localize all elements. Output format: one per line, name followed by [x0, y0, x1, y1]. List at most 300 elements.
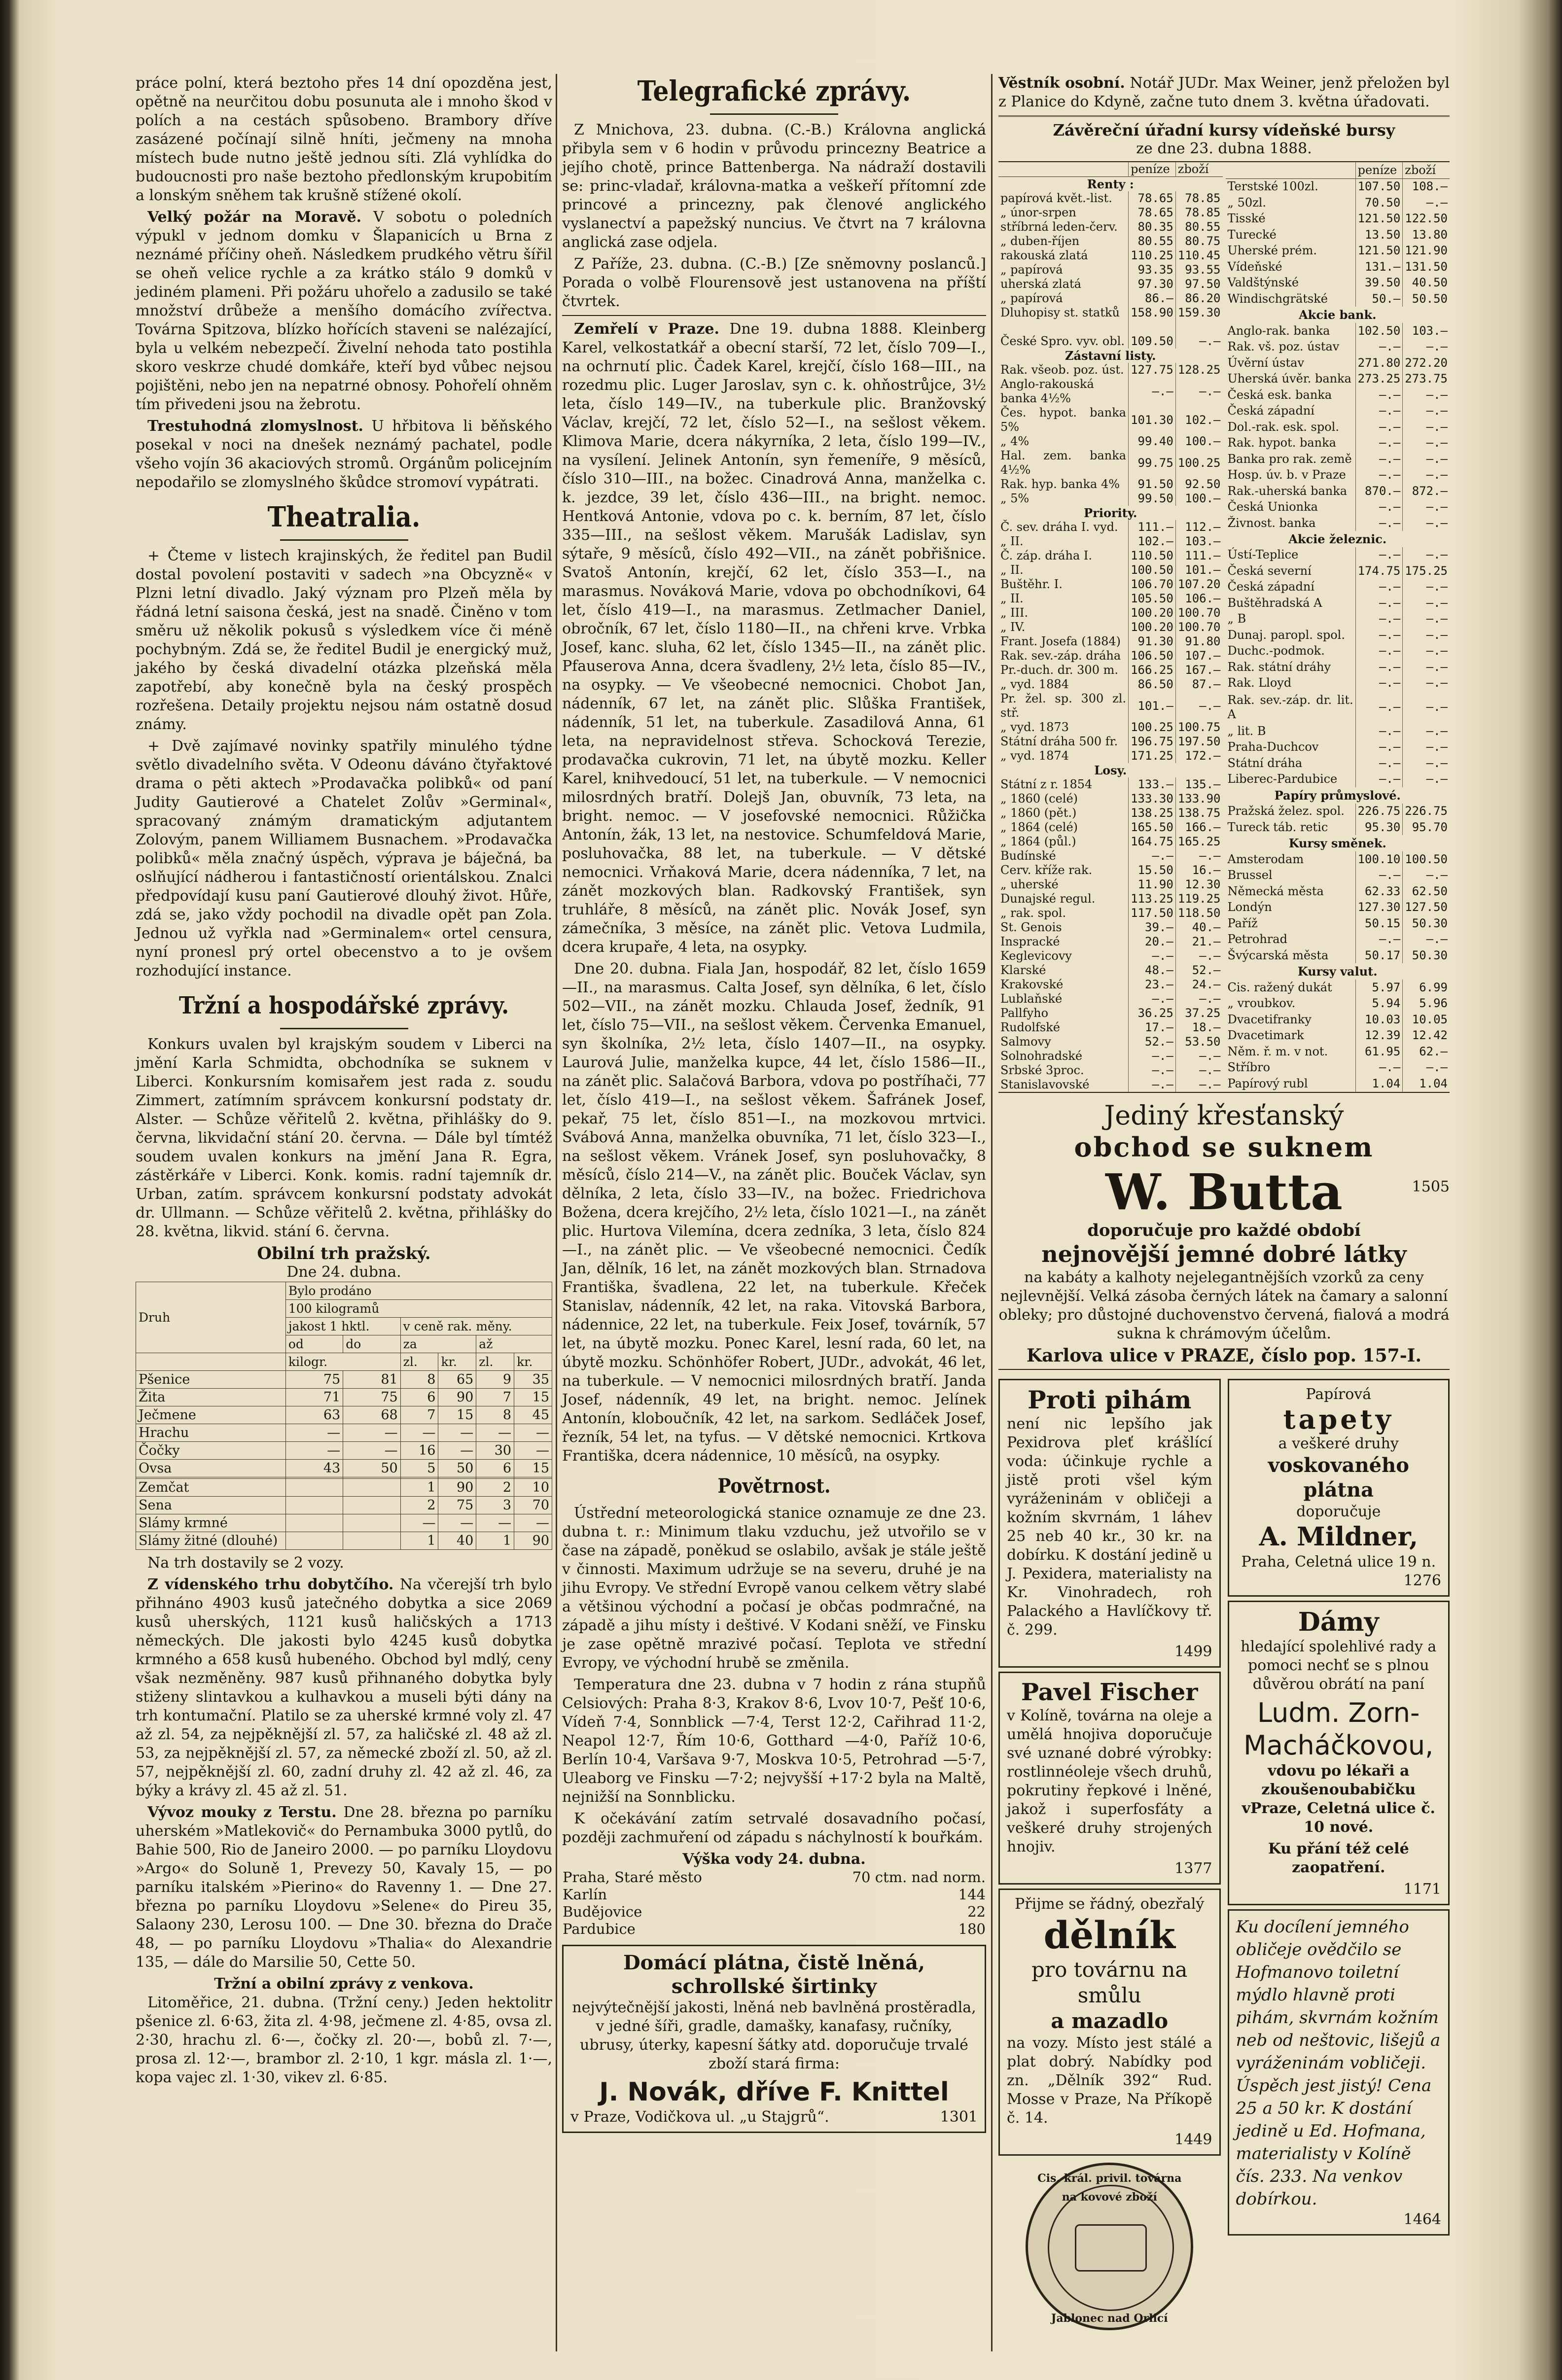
grain-date: Dne 24. dubna. [286, 1263, 401, 1281]
exchange-penize: 102.— [1129, 534, 1176, 549]
exchange-penize: 117.50 [1129, 906, 1176, 920]
exchange-penize: 127.30 [1355, 899, 1403, 915]
water-place: Praha, Staré město [563, 1869, 702, 1886]
table-row [998, 663, 1223, 677]
exchange-penize: 165.50 [1129, 820, 1176, 835]
exchange-penize: 5.97 [1355, 980, 1403, 995]
exchange-penize: 99.50 [1129, 491, 1176, 506]
exchange-label: „ 1864 (celé) [1000, 820, 1078, 834]
butta-line1: Jediný křesťanský [1104, 1100, 1344, 1131]
exchange-label: Tureck táb. retic [1227, 820, 1328, 834]
table-row [998, 234, 1223, 248]
fire-text: V sobotu o poledních výpukl v jednom domku v Šlapanicích u Brna z neznámé příčiny oheň. Následkem prudkého větru šířil se oheň velice rychle a za krátko stálo 9 domků v jediném plameni. Při požáru uhořelo a zadusilo se také množství drůbeže a menšího domácího zvířectva. Továrna Spitzova, blízko hořících staveni se nalézající, byla u velkém nebezpečí. Živelní nehoda tato postihla skoro veskrze chudé domkáře, kteří byd vůbec nejsou pojištěni, nebo jen na nepatrné obnosy. Pohořelí ohněm tím přivedeni jsou na žebrotu. [136, 209, 552, 413]
exchange-label: „ 4% [1000, 434, 1030, 448]
exchange-zbozi: 100.— [1175, 434, 1222, 449]
exchange-label: Budínské [1000, 849, 1056, 863]
exchange-penize: 99.40 [1129, 434, 1176, 449]
water-level: 70 ctm. nad norm. [852, 1869, 986, 1886]
exchange-label: Rak. všeob. poz. úst. [1000, 363, 1124, 377]
table-row [1226, 483, 1450, 499]
exchange-label: Rak. hypot. banka [1227, 436, 1336, 450]
exchange-zbozi: 103.— [1175, 534, 1222, 549]
table-cell: 81 [343, 1371, 400, 1389]
exchange-penize: 101.30 [1129, 406, 1176, 434]
exchange-zbozi: —.— [1403, 195, 1450, 210]
telegraph-heading: Telegrafické zprávy. [637, 75, 911, 107]
table-row [1226, 819, 1450, 835]
table-cell: 6 [476, 1460, 514, 1477]
exchange-penize: 86.50 [1129, 677, 1176, 692]
exchange-label: Papíry průmyslové. [1274, 788, 1401, 803]
table-cell-label: Hrachu [136, 1424, 286, 1442]
mildner-advert [1228, 1379, 1450, 1597]
exchange-zbozi: 12.42 [1403, 1027, 1450, 1043]
table-row [1226, 195, 1450, 210]
table-cell: 15 [438, 1406, 476, 1424]
exchange-penize: 100.25 [1129, 720, 1176, 735]
column-left [136, 74, 552, 2090]
table-row [998, 720, 1223, 735]
table-row [998, 406, 1223, 434]
table-row [998, 491, 1223, 506]
table-row [998, 677, 1223, 692]
exchange-penize: 11.90 [1129, 877, 1176, 892]
market-heading: Tržní a hospodářské zprávy. [178, 992, 509, 1019]
table-row [1226, 1012, 1450, 1027]
exchange-zbozi: 121.90 [1403, 243, 1450, 259]
exchange-label: České Spro. vyv. obl. [1000, 334, 1125, 348]
exchange-penize: 106.50 [1129, 649, 1176, 663]
table-row [998, 177, 1223, 192]
exchange-penize: —.— [1129, 1078, 1176, 1092]
table-row [1226, 1027, 1450, 1043]
table-cell: 75 [285, 1371, 343, 1389]
table-row [998, 1035, 1223, 1049]
exchange-title: Závěreční úřadní kursy vídeňské bursy [1053, 121, 1395, 140]
exchange-penize: 50.17 [1355, 947, 1403, 963]
exchange-label: Papírový rubl [1227, 1076, 1308, 1090]
table-cell: — [514, 1442, 552, 1460]
exchange-penize: 870.— [1355, 483, 1403, 499]
exchange-penize: —.— [1355, 611, 1403, 627]
exchange-zbozi: 13.80 [1403, 227, 1450, 243]
exchange-label: Švýcarská města [1227, 948, 1329, 962]
exchange-zbozi: 110.45 [1175, 248, 1222, 263]
exchange-label: uherská zlatá [1000, 277, 1081, 291]
exchange-penize: 80.55 [1129, 234, 1176, 248]
exchange-zbozi: 159.30 [1175, 306, 1222, 320]
exchange-zbozi: 118.50 [1175, 906, 1222, 920]
table-cell: 1 [400, 1532, 438, 1550]
exchange-zbozi: 10.05 [1403, 1012, 1450, 1027]
damy-text-3: Ku přání též celé zaopatření. [1268, 1840, 1409, 1876]
exchange-zbozi: —.— [1175, 1049, 1222, 1063]
exchange-penize: —.— [1355, 1059, 1403, 1075]
exchange-label: Rak. vš. poz. ústav [1227, 340, 1340, 354]
exchange-penize: —.— [1355, 515, 1403, 531]
exchange-label: Cerv. kříže rak. [1000, 863, 1093, 877]
table-row [998, 534, 1223, 549]
butta-advert [998, 1100, 1450, 1370]
exchange-penize: 106.70 [1129, 577, 1176, 592]
table-row [998, 935, 1223, 949]
exchange-label: Amsterodam [1227, 852, 1304, 866]
exchange-penize: —.— [1355, 499, 1403, 515]
exchange-penize: 10.03 [1355, 1012, 1403, 1027]
factory-stamp [1026, 2163, 1193, 2330]
table-cell-label: Ječmene [136, 1406, 286, 1424]
novak-address: v Praze, Vodičkova ul. „u Stajgrů“. [570, 2108, 829, 2126]
exchange-penize: 62.33 [1355, 883, 1403, 899]
mildner-line1: Papírová [1306, 1386, 1372, 1403]
table-row [1226, 563, 1450, 579]
mildner-line5: doporučuje [1296, 1503, 1381, 1520]
exchange-label: Dluhopisy st. statků [1000, 306, 1120, 319]
mildner-line4: voskovaného plátna [1268, 1454, 1409, 1502]
exchange-zbozi: 37.25 [1175, 1006, 1222, 1020]
table-cell: 15 [514, 1460, 552, 1477]
exchange-penize: 133.30 [1129, 792, 1176, 806]
article-fire [136, 208, 552, 414]
table-row [1226, 755, 1450, 771]
table-row [998, 320, 1223, 334]
delnik-intro: Přijme se řádný, obezřalý [1015, 1895, 1205, 1913]
exchange-label: Stříbro [1227, 1060, 1271, 1074]
exchange-date: ze dne 23. dubna 1888. [1136, 140, 1312, 157]
exchange-penize: —.— [1355, 659, 1403, 675]
exchange-label: Praha-Duchcov [1227, 740, 1319, 754]
damy-text-2: vdovu po lékaři a zkoušenoubabičku vPraze, Celetná ulice č. 10 nové. [1242, 1762, 1435, 1836]
exchange-penize: 13.50 [1355, 227, 1403, 243]
table-row [998, 191, 1223, 206]
exchange-penize: 131.— [1355, 259, 1403, 275]
table-cell [343, 1497, 400, 1514]
exchange-zbozi: —.— [1403, 931, 1450, 947]
exchange-zbozi: —.— [1403, 499, 1450, 515]
exchange-penize [1129, 320, 1176, 334]
table-cell: — [343, 1424, 400, 1442]
exchange-zbozi: 100.— [1175, 491, 1222, 506]
flour-text: Dne 28. března po parníku uherském »Matlekovič« do Pernambuka 3000 pytlů, do Bahie 500, Rio de Janeiro 2000. — po parníku Lloydovu »Argo« do Soluně 1, Prevezy 50, Kavaly 15, — po parníku italském »Pierino« do Ravenny 1. — Dne 27. března po parníku Lloydovu »Selene« do Pireu 35, Salaony 230, Lerosu 100. — Dne 30. března do Drače 48, — po parníku Lloydovu »Thalia« do Alexandrie 135, — dále do Marsilie 50, Cette 50. [136, 1804, 552, 1971]
table-row [1226, 467, 1450, 483]
table-row [1226, 499, 1450, 515]
exchange-zbozi: 18.— [1175, 1020, 1222, 1035]
table-cell: 68 [343, 1406, 400, 1424]
col-header-100kg: 100 kilogramů [285, 1300, 552, 1318]
exchange-label: Rudolfské [1000, 1020, 1060, 1034]
fischer-advert [998, 1672, 1221, 1885]
table-row [1226, 387, 1450, 403]
exchange-zbozi: —.— [1403, 515, 1450, 531]
exchange-penize: —.— [1129, 849, 1176, 863]
col-header-cene: v ceně rak. měny. [400, 1318, 552, 1335]
exchange-label: „ 50zl. [1227, 195, 1267, 210]
novak-firm: J. Novák, dříve F. Knittel [599, 2077, 949, 2107]
vestnik-text: Notář JUDr. Max Weiner, jenž přeložen byl z Planice do Kdyně, začne tuto dnem 3. května úřadovati. [998, 74, 1450, 110]
exchange-label: Německá města [1227, 884, 1324, 898]
exchange-label: „ 5% [1000, 491, 1030, 505]
exchange-label [998, 320, 1129, 334]
article-flour [136, 1803, 552, 1972]
table-row [1226, 947, 1450, 963]
exchange-penize: —.— [1355, 435, 1403, 451]
damy-title: Dámy [1298, 1607, 1379, 1637]
exchange-penize: 100.10 [1355, 851, 1403, 867]
table-cell: 90 [438, 1389, 476, 1406]
delnik-big: dělník [1043, 1913, 1175, 1957]
novak-advert [562, 1945, 986, 2133]
exchange-label: Valdštýnské [1227, 276, 1299, 290]
exchange-label: Rak. Lloyd [1227, 676, 1292, 690]
table-cell: — [285, 1442, 343, 1460]
table-cell-label: Slámy krmné [136, 1514, 286, 1532]
table-cell-label: Čočky [136, 1442, 286, 1460]
table-row [998, 992, 1223, 1006]
table-cell: 71 [285, 1389, 343, 1406]
table-row [998, 978, 1223, 992]
exchange-penize: 166.25 [1129, 663, 1176, 677]
exchange-label: Kursy valut. [1297, 964, 1378, 979]
exchange-label: Hosp. úv. b. v Praze [1227, 468, 1346, 482]
exchange-zbozi: 106.— [1175, 592, 1222, 606]
butta-number: 1505 [1412, 1178, 1450, 1195]
table-cell: — [285, 1424, 343, 1442]
table-row [998, 263, 1223, 277]
exchange-zbozi: —.— [1175, 992, 1222, 1006]
table-cell: 5 [400, 1460, 438, 1477]
exchange-table [998, 161, 1450, 1093]
table-row [1226, 339, 1450, 354]
exchange-penize: 52.— [1129, 1035, 1176, 1049]
table-row [998, 792, 1223, 806]
table-cell [285, 1532, 343, 1550]
exchange-zbozi: 80.55 [1175, 220, 1222, 234]
exchange-label: „ vyd. 1873 [1000, 720, 1069, 734]
article-vienna [136, 1575, 552, 1800]
exchange-penize: —.— [1129, 1049, 1176, 1063]
exchange-penize: 50.— [1355, 291, 1403, 307]
table-row [998, 1020, 1223, 1035]
exchange-zbozi: 78.85 [1175, 191, 1222, 206]
exchange-zbozi: 62.50 [1403, 883, 1450, 899]
exchange-zbozi: 107.— [1175, 649, 1222, 663]
water-table [562, 1869, 986, 1938]
delnik-number: 1449 [1174, 2131, 1212, 2148]
water-place: Karlín [563, 1886, 607, 1903]
exchange-penize: 39.50 [1355, 275, 1403, 291]
table-cell: 16 [400, 1442, 438, 1460]
table-cell: 75 [438, 1497, 476, 1514]
exchange-penize: —.— [1355, 547, 1403, 563]
table-cell-label: Pšenice [136, 1371, 286, 1389]
heading-underline [280, 539, 408, 541]
exchange-penize: 61.95 [1355, 1044, 1403, 1059]
exchange-zbozi: —.— [1403, 579, 1450, 595]
exchange-label: Dunaj. paropl. spol. [1227, 628, 1345, 642]
exchange-label: Rak. sev.-záp. dráha [1000, 649, 1121, 663]
exchange-zbozi: —.— [1175, 377, 1222, 406]
table-row [1226, 595, 1450, 611]
table-row [998, 777, 1223, 792]
exchange-penize: 113.25 [1129, 892, 1176, 906]
delnik-line2: pro továrnu na smůlu [1031, 1958, 1188, 2007]
exchange-zbozi: —.— [1175, 1063, 1222, 1078]
exchange-label: Keglevicovy [1000, 949, 1072, 963]
exchange-label: „ II. [1000, 534, 1024, 548]
table-row [998, 877, 1223, 892]
weather-heading: Povětrnost. [717, 1474, 831, 1498]
exchange-penize: —.— [1355, 691, 1403, 723]
article-vestnik [998, 74, 1450, 111]
heading-underline [710, 113, 838, 115]
exchange-zbozi: —.— [1175, 334, 1222, 349]
exchange-label: Státní z r. 1854 [1000, 777, 1093, 791]
table-row [998, 963, 1223, 978]
market-paragraph: Konkurs uvalen byl krajským soudem v Liberci na jmění Karla Schmidta, obchodníka se suknem v Liberci. Konkursním komisařem jest rada z. soudu Zimmert, zatímním správcem konkursní podstaty dr. Alster. — Schůze věřitelů 2. května, přihlášky do 9. června, likvidační stání 20. června. — Dále byl tímtéž soudem uvalen konkurs na jmění Jana R. Egra, zástěrkáře v Liberci. Konk. komis. radní tajemník dr. Urban, zatím. správcem konkursní podstaty advokát dr. Ullmann. — Schůze věřitelů 2. května, přihlášky do 28. května, likvid. stání 6. června. [136, 1036, 552, 1240]
exchange-label: Londýn [1227, 900, 1272, 914]
table-cell: 43 [285, 1460, 343, 1477]
col-header-penize: peníze [1355, 162, 1403, 178]
exchange-label: Ústí-Teplice [1227, 548, 1299, 562]
table-cell: 8 [400, 1371, 438, 1389]
table-row [1226, 275, 1450, 291]
exchange-label: Pr. žel. sp. 300 zl. stř. [1000, 692, 1127, 720]
table-cell-label: Sena [136, 1497, 286, 1514]
table-row [562, 1903, 986, 1921]
table-row [998, 349, 1223, 363]
exchange-penize: 110.25 [1129, 248, 1176, 263]
col-header-kr: kr. [438, 1353, 476, 1371]
exchange-label: Tisské [1227, 211, 1266, 226]
table-row [1226, 915, 1450, 931]
exchange-label: Rak. hyp. banka 4% [1000, 477, 1120, 491]
table-row [1226, 579, 1450, 595]
exchange-zbozi: 40.— [1175, 920, 1222, 935]
exchange-penize: 158.90 [1129, 306, 1176, 320]
exchange-penize: —.— [1129, 377, 1176, 406]
exchange-zbozi: 95.70 [1403, 819, 1450, 835]
exchange-penize: 171.25 [1129, 749, 1176, 763]
exchange-label: Čes. hypot. banka 5% [1000, 406, 1127, 434]
exchange-penize: 121.50 [1355, 243, 1403, 259]
exchange-label: Dunajské regul. [1000, 892, 1096, 906]
trees-text: U hřbitova li běňského posekal v noci na dnešek neznámý pachatel, podle všeho vojín 36 akaciových stromů. Orgánům policejním nepodařilo se zlomyslného škůdce stromoví vypátrati. [136, 418, 552, 491]
table-cell: 63 [285, 1406, 343, 1424]
table-row [998, 763, 1223, 777]
col-header-kr: kr. [514, 1353, 552, 1371]
exchange-label: „ 1860 (pět.) [1000, 806, 1077, 820]
exchange-penize: —.— [1355, 595, 1403, 611]
exchange-zbozi: 135.— [1175, 777, 1222, 792]
col-header-druh: Druh [136, 1282, 286, 1353]
exchange-label: Uherská úvěr. banka [1227, 372, 1351, 386]
exchange-label: Státní dráha 500 fr. [1000, 735, 1118, 748]
exchange-penize: —.— [1355, 627, 1403, 643]
table-row [1226, 323, 1450, 339]
mildner-number: 1276 [1403, 1572, 1441, 1589]
table-cell [343, 1479, 400, 1497]
table-row [998, 949, 1223, 963]
column-right [998, 74, 1450, 2337]
table-row [1226, 835, 1450, 851]
exchange-penize: 86.— [1129, 291, 1176, 306]
exchange-label: Solnohradské [1000, 1049, 1083, 1063]
table-row [1226, 611, 1450, 627]
exchange-label: Rak.-uherská banka [1227, 484, 1348, 498]
delnik-line3: a mazadlo [1051, 2009, 1169, 2033]
exchange-zbozi: 111.— [1175, 549, 1222, 563]
table-cell-label: Zemčat [136, 1479, 286, 1497]
table-cell: 3 [476, 1497, 514, 1514]
grain-title: Obilní trh pražský. [257, 1244, 431, 1263]
hofman-handwriting: Ku docílení jemného obličeje ovědčilo se Hofmanovo toiletní mýdlo hlavně proti pihám, skvrnám kožním neb od neštovic, lišejů a vyráženinám vobličeji. Úspěch jest jistý! Cena 25 a 50 kr. K dostání jedině u Ed. Hofmana, materialisty v Kolíně čís. 233. Na venkov dobírkou. [1236, 1917, 1441, 2209]
table-row [1226, 355, 1450, 371]
exchange-penize: 20.— [1129, 935, 1176, 949]
exchange-zbozi: —.— [1403, 387, 1450, 403]
exchange-zbozi: 131.50 [1403, 259, 1450, 275]
table-cell: 6 [400, 1389, 438, 1406]
exchange-penize: —.— [1129, 949, 1176, 963]
exchange-penize: —.— [1355, 467, 1403, 483]
exchange-penize: 91.50 [1129, 477, 1176, 491]
exchange-label: Úvěrní ústav [1227, 355, 1305, 370]
table-row [998, 477, 1223, 491]
exchange-penize: 12.39 [1355, 1027, 1403, 1043]
exchange-penize: 99.75 [1129, 449, 1176, 477]
pihy-advert [998, 1379, 1221, 1668]
exchange-label: Č. záp. dráha I. [1000, 549, 1092, 562]
vienna-text: Na včerejší trh bylo přihnáno 4903 kusů jatečného dobytka a sice 2069 kusů uherských, 1121 kusů haličských a 1713 německých. Dle jakosti bylo 4245 kusů dobytka krmného a 658 kusů hubeného. Obchod byl mdlý, ceny však nezměněny. 987 kusů přihnaného dobytka byly stiženy slintavkou a kulhavkou a museli býti dány na trh kontumační. Platilo se za uherské krmné voly zl. 47 až zl. 54, za nejpěknější zl. 57, za haličské zl. 48 až zl. 53, za nejpěknější zl. 57, za německé zboží zl. 50, až zl. 57, nejpěknější zl. 60, zadní druhy zl. 42 až zl. 46, za býky a krávy zl. 45 až zl. 51. [136, 1576, 552, 1799]
table-row [1226, 515, 1450, 531]
exchange-zbozi: 100.25 [1175, 449, 1222, 477]
exchange-label: stříbrná leden-červ. [1000, 220, 1118, 234]
exchange-zbozi: 103.— [1403, 323, 1450, 339]
deaths-title: Zemřelí v Praze. [574, 320, 719, 338]
table-row [1226, 371, 1450, 386]
exchange-label: Anglo-rakouská banka 4½% [1000, 377, 1094, 405]
exchange-label: Petrohrad [1227, 932, 1287, 946]
exchange-zbozi: 128.25 [1175, 363, 1222, 377]
table-row [998, 835, 1223, 849]
exchange-label: Buštěhradská A [1227, 595, 1322, 610]
exchange-zbozi: —.— [1403, 675, 1450, 691]
exchange-label: Akcie bank. [1299, 308, 1377, 322]
pihy-title: Proti pihám [1028, 1385, 1192, 1414]
exchange-penize: 78.65 [1129, 191, 1176, 206]
table-cell: 50 [343, 1460, 400, 1477]
water-level: 22 [967, 1903, 986, 1920]
table-row [1226, 851, 1450, 867]
table-row [1226, 691, 1450, 723]
table-cell: 65 [438, 1371, 476, 1389]
mildner-line3: a veškeré druhy [1278, 1435, 1399, 1452]
exchange-label: papírová květ.-list. [1000, 191, 1112, 205]
butta-address: Karlova ulice v PRAZE, číslo pop. 157-I. [1026, 1345, 1422, 1366]
table-row [1226, 995, 1450, 1011]
exchange-label: Pr.-duch. dr. 300 m. [1000, 663, 1118, 677]
table-row [998, 820, 1223, 835]
col-header-do: do [343, 1335, 400, 1353]
exchange-penize: 1.04 [1355, 1076, 1403, 1092]
exchange-penize: 100.20 [1129, 620, 1176, 634]
table-row [1226, 787, 1450, 803]
venkov-title: Tržní a obilní zprávy z venkova. [214, 1975, 474, 1993]
stamp-text-top: Cis. král. privil. továrna na kovové zboží [1037, 2172, 1182, 2204]
exchange-zbozi: 21.— [1175, 935, 1222, 949]
exchange-label: „ uherské [1000, 877, 1059, 891]
table-row [136, 1532, 552, 1550]
exchange-zbozi: 272.20 [1403, 355, 1450, 371]
